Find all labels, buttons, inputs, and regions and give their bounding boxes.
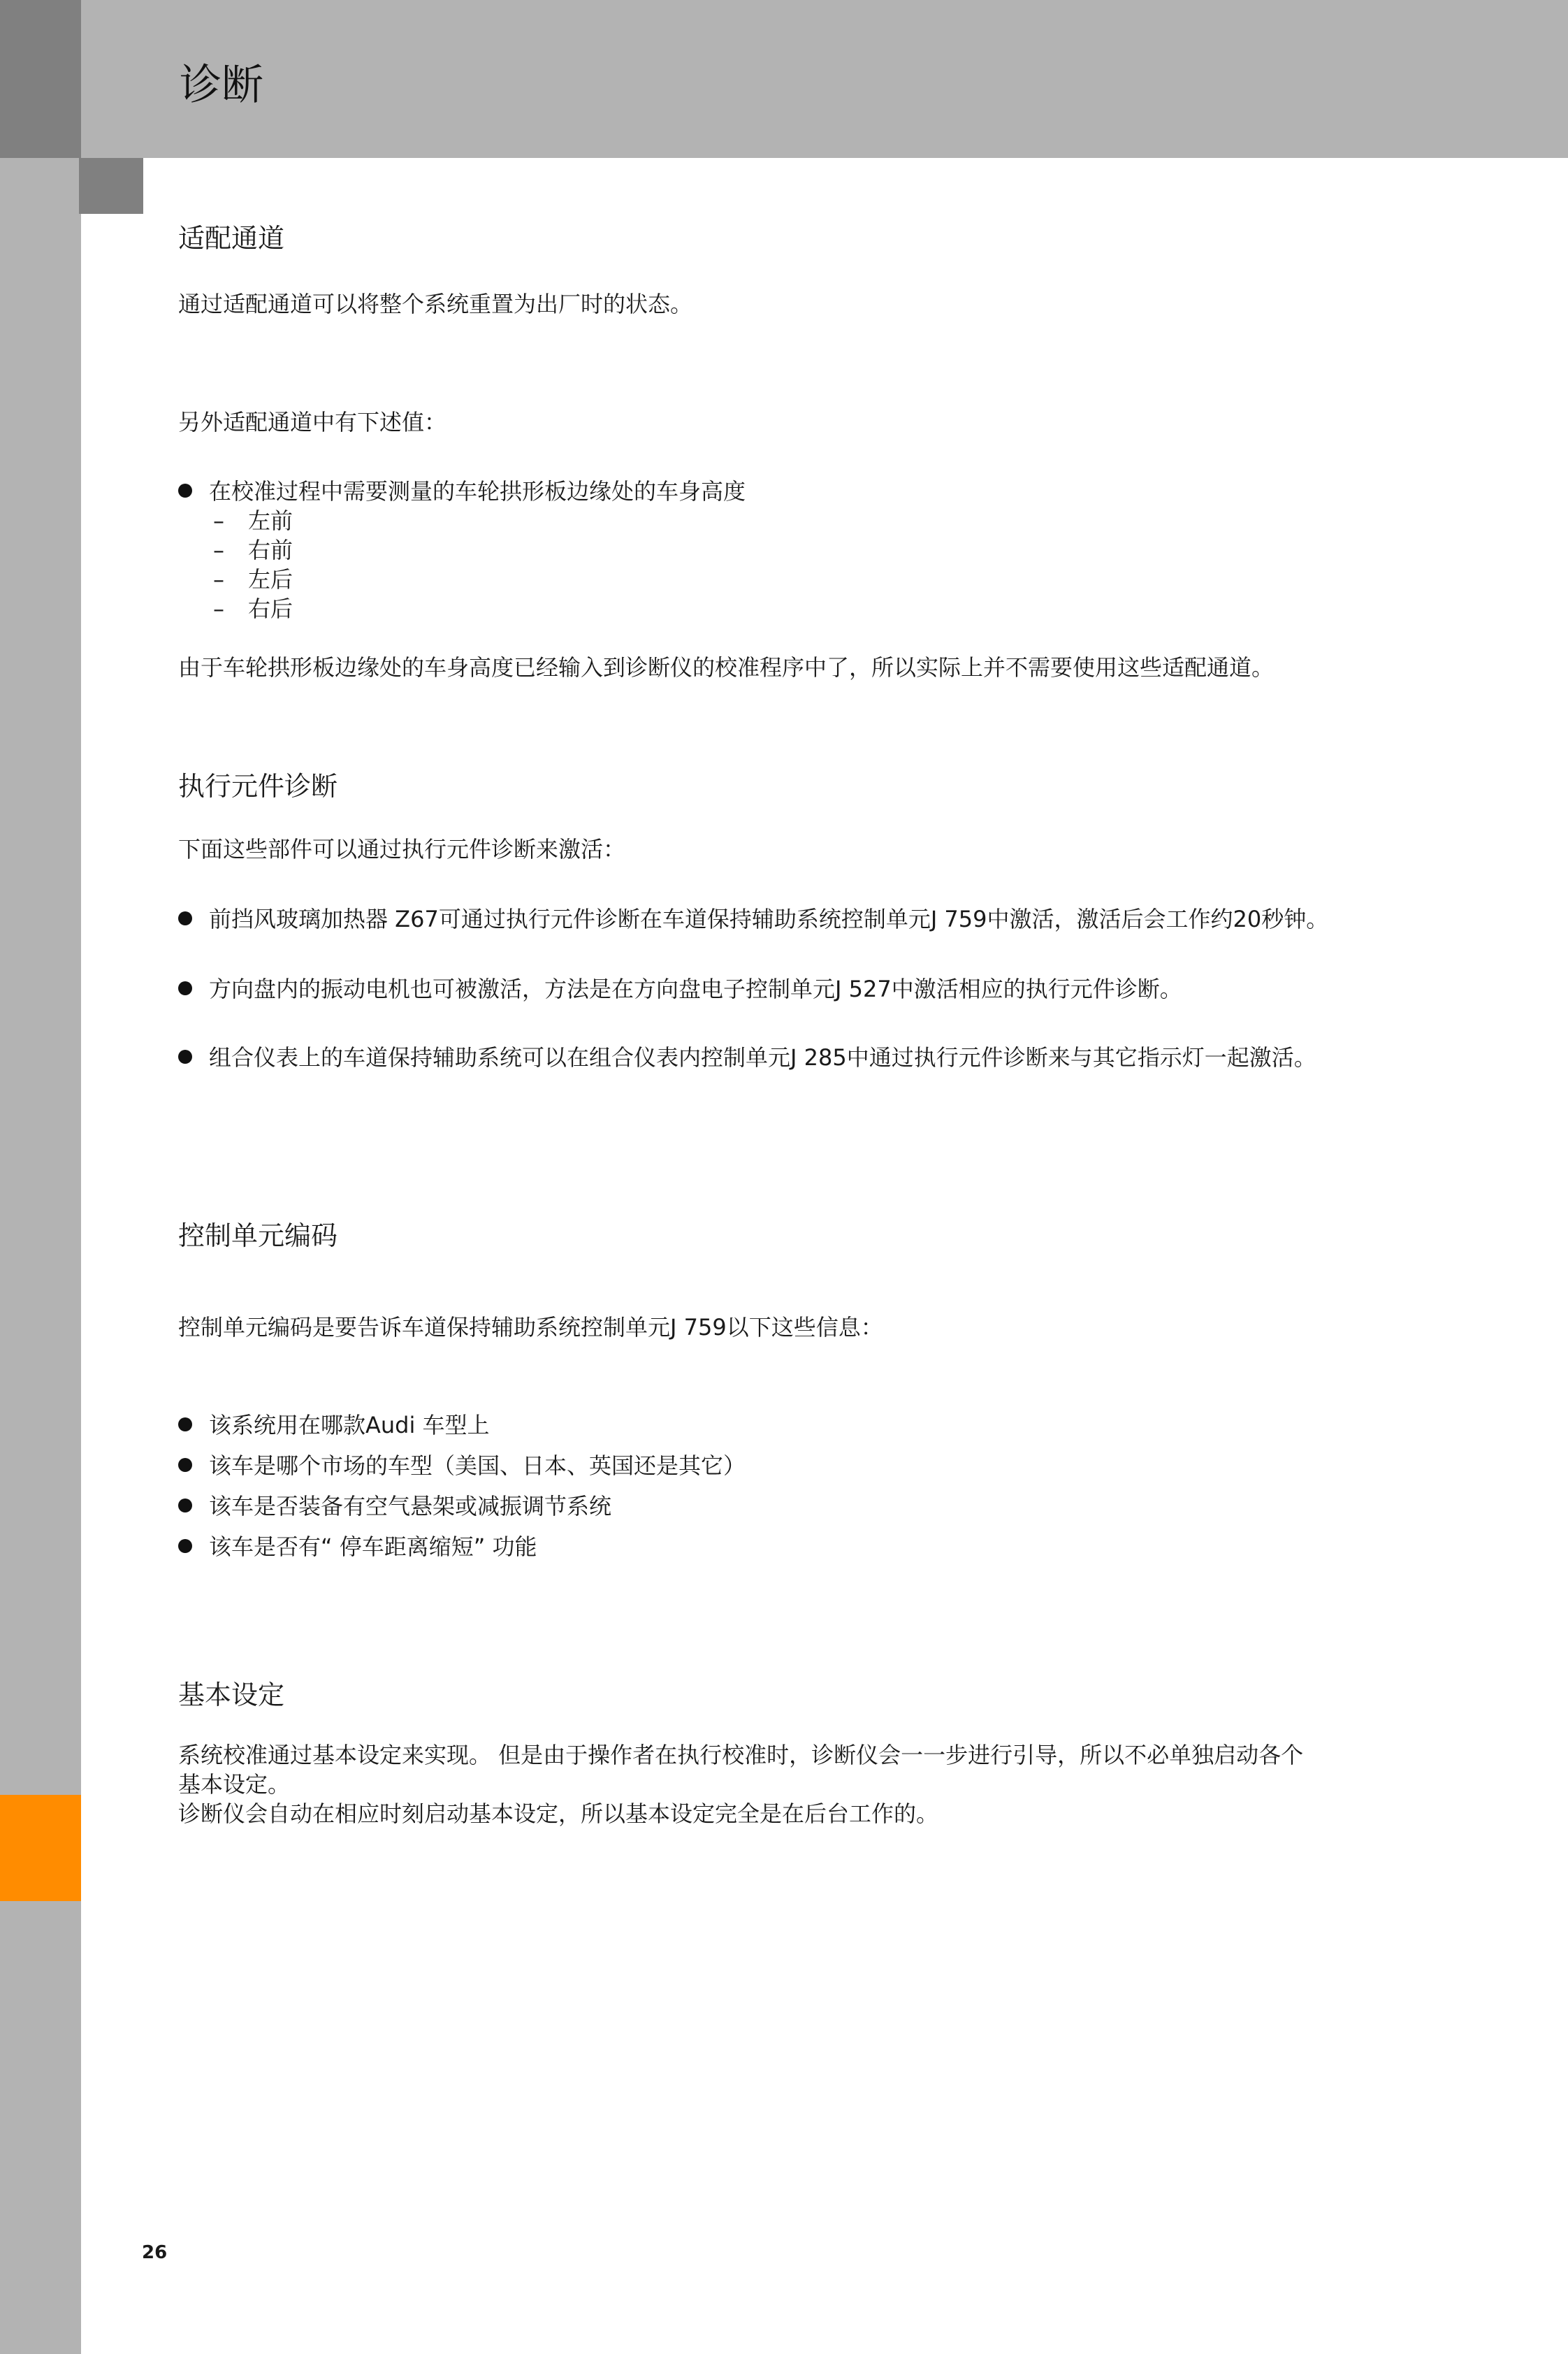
section-heading-coding: 控制单元编码 [178, 1220, 338, 1251]
list-item: 在校准过程中需要测量的车轮拱形板边缘处的车身高度 [178, 477, 746, 506]
bullet-icon [178, 911, 192, 925]
basic-setting-line-2: 基本设定。 [178, 1771, 291, 1798]
basic-setting-line-1: 系统校准通过基本设定来实现。 但是由于操作者在执行校准时，诊断仪会一一步进行引导，所以不必单独启动各个 [178, 1742, 1304, 1768]
header-band [81, 0, 1568, 158]
bullet-icon [178, 1458, 192, 1472]
bullet-icon [178, 1050, 192, 1064]
section-heading-actuator: 执行元件诊断 [178, 771, 338, 802]
sub-list-item: – 左后 [213, 566, 293, 593]
bullet-icon [178, 981, 192, 995]
list-item: 该系统用在哪款Audi 车型上 [178, 1410, 490, 1440]
list-item: 该车是否有“ 停车距离缩短” 功能 [178, 1532, 537, 1561]
coding-intro: 控制单元编码是要告诉车道保持辅助系统控制单元J 759以下这些信息： [178, 1314, 883, 1341]
list-item: 组合仪表上的车道保持辅助系统可以在组合仪表内控制单元J 285中通过执行元件诊断来与其它指示灯一起激活。 [178, 1043, 1316, 1072]
section-heading-adaptation: 适配通道 [178, 223, 285, 254]
basic-setting-line-3: 诊断仪会自动在相应时刻启动基本设定，所以基本设定完全是在后台工作的。 [178, 1800, 939, 1827]
actuator-intro: 下面这些部件可以通过执行元件诊断来激活： [178, 836, 626, 862]
list-item: 方向盘内的振动电机也可被激活，方法是在方向盘电子控制单元J 527中激活相应的执行元件诊断。 [178, 974, 1182, 1004]
page-title: 诊断 [180, 61, 263, 110]
sub-list-item: – 右前 [213, 537, 293, 563]
section-heading-basic-setting: 基本设定 [178, 1680, 285, 1710]
sub-list-item: – 右后 [213, 595, 293, 622]
left-margin-bar [0, 0, 81, 2354]
adaptation-values-intro: 另外适配通道中有下述值： [178, 409, 447, 435]
chapter-marker [0, 1795, 81, 1901]
bullet-icon [178, 484, 192, 498]
corner-block [0, 0, 81, 158]
list-item: 前挡风玻璃加热器 Z67可通过执行元件诊断在车道保持辅助系统控制单元J 759中激活，激活后会工作约20秒钟。 [178, 904, 1328, 934]
bullet-icon [178, 1417, 192, 1431]
sub-list-item: – 左前 [213, 507, 293, 534]
list-item: 该车是否装备有空气悬架或减振调节系统 [178, 1492, 611, 1521]
page-number: 26 [142, 2242, 168, 2263]
adaptation-intro: 通过适配通道可以将整个系统重置为出厂时的状态。 [178, 291, 693, 317]
adaptation-note: 由于车轮拱形板边缘处的车身高度已经输入到诊断仪的校准程序中了，所以实际上并不需要使用这些适配通道。 [178, 654, 1275, 681]
list-item: 该车是哪个市场的车型（美国、日本、英国还是其它） [178, 1451, 746, 1480]
header-notch [79, 158, 143, 214]
bullet-icon [178, 1499, 192, 1512]
bullet-icon [178, 1539, 192, 1553]
